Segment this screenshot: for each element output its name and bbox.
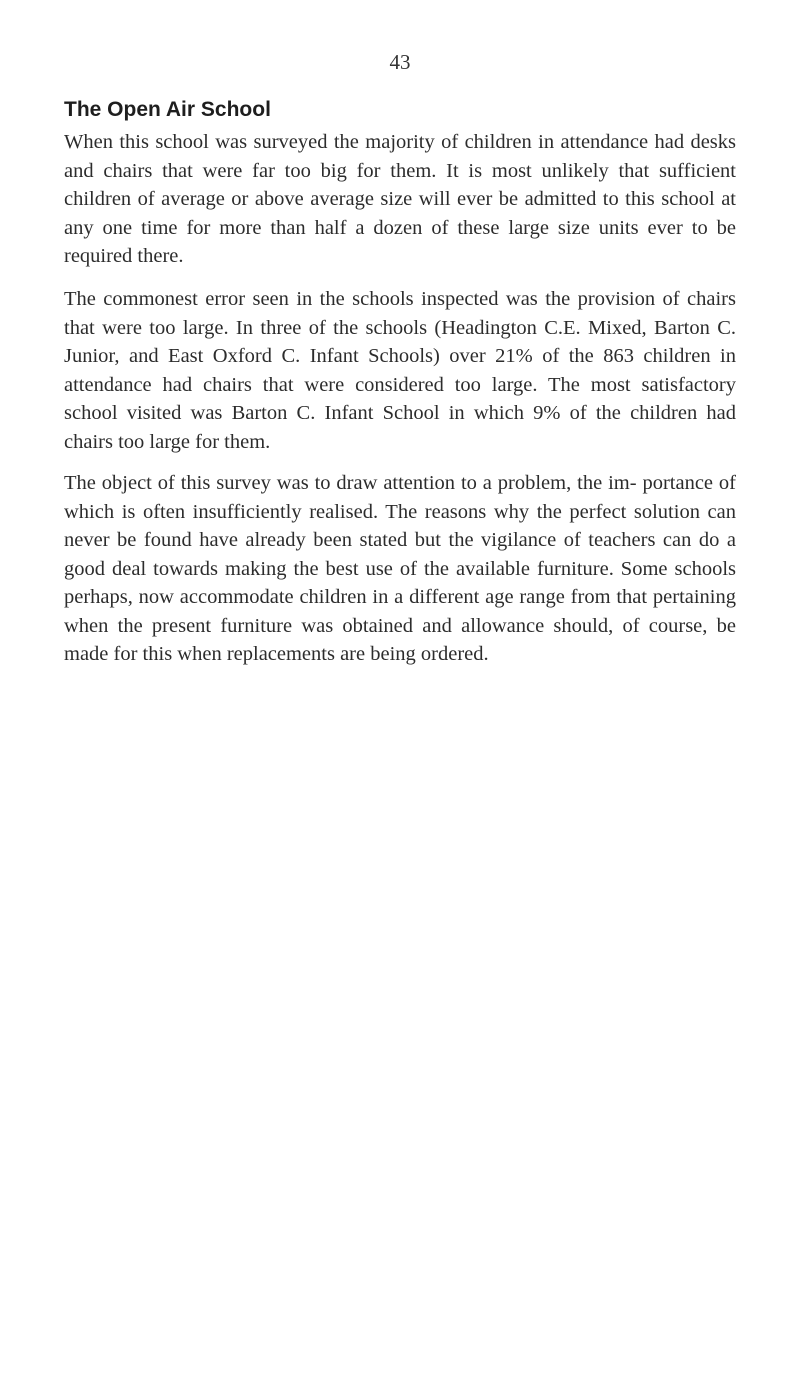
paragraph-chair-size-errors: The commonest error seen in the schools inspected was the provision of chairs that were too large. In three of the schools (Headington C.E. Mixed, Barton C. Junior, and East Oxford C. Infant Schools) over 21% of the 863 children in attendance had chairs that were considered too large. The most satisfactory school visited was Barton C. Infant School in which 9% of the children had chairs too large for them. bbox=[64, 288, 736, 453]
paragraph-open-air-school: When this school was surveyed the majority of children in attendance had desks and chairs that were far too big for them. It is most unlikely that sufficient children of average or above average size will ever be admitted to this school at any one time for more than half a dozen of these large size units ever to be required there. bbox=[64, 131, 736, 267]
paragraph-survey-object: The object of this survey was to draw attention to a problem, the im- portance of which is often insufficiently realised. The reasons why the perfect solution can never be found have already been stated but the vigilance of teachers can do a good deal towards making the best use of the available furniture. Some schools perhaps, now accommodate children in a different age range from that pertaining when the present furniture was obtained and allowance should, of course, be made for this when replacements are being ordered. bbox=[64, 472, 736, 665]
page-number: 43 bbox=[389, 50, 411, 74]
section-heading: The Open Air School bbox=[64, 98, 271, 121]
